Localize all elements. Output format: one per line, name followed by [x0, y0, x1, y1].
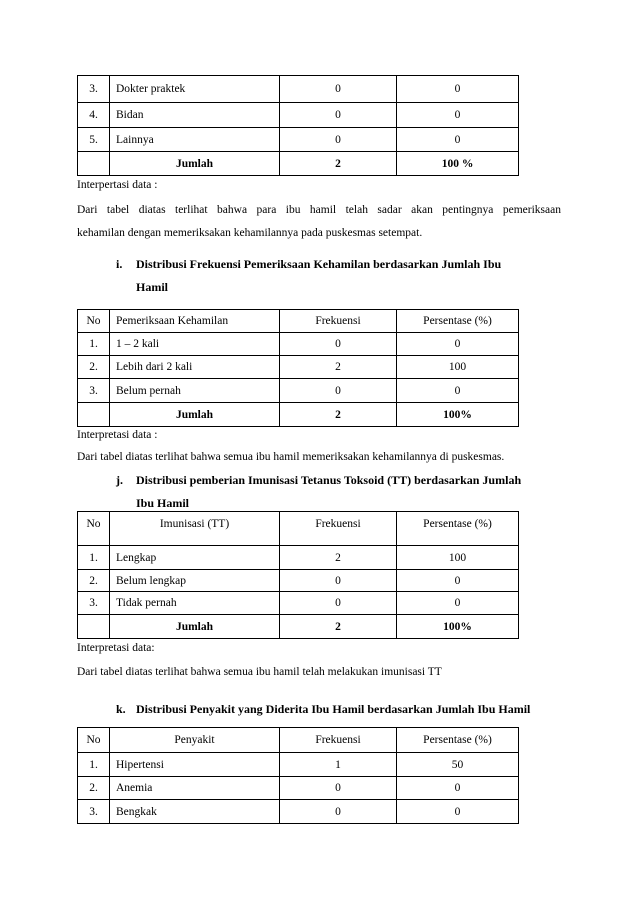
interpretation-title: Interpertasi data : — [77, 179, 158, 191]
table-row — [78, 777, 519, 800]
cell-label: Hipertensi — [110, 753, 280, 777]
section-letter: j. — [116, 473, 123, 487]
interpretation-line: Dari tabel diatas terlihat bahwa semua ibu hamil telah melakukan imunisasi TT — [77, 666, 442, 678]
cell-pct: 100 — [397, 546, 519, 570]
cell-label: Bidan — [110, 103, 280, 128]
table-header-row — [78, 310, 519, 333]
cell-freq: 0 — [280, 570, 397, 592]
section-title: Distribusi Penyakit yang Diderita Ibu Hamil berdasarkan Jumlah Ibu Hamil — [136, 702, 531, 716]
table-row — [78, 103, 519, 128]
cell-no: 4. — [78, 103, 110, 128]
cell-no: 2. — [78, 570, 110, 592]
cell-freq: 0 — [280, 777, 397, 800]
table-row — [78, 76, 519, 103]
cell-no: 3. — [78, 592, 110, 615]
cell-empty — [78, 152, 110, 176]
cell-no: 1. — [78, 753, 110, 777]
cell-label: Lengkap — [110, 546, 280, 570]
interpretation-title: Interpretasi data: — [77, 642, 155, 654]
interpretation-line: Dari tabel diatas terlihat bahwa semua ibu hamil memeriksakan kehamilannya di puskesmas. — [77, 451, 505, 463]
section-letter: k. — [116, 702, 126, 716]
cell-label: Lebih dari 2 kali — [110, 356, 280, 379]
cell-no: 1. — [78, 333, 110, 356]
cell-freq: 0 — [280, 333, 397, 356]
header-freq: Frekuensi — [280, 728, 397, 753]
cell-no: 3. — [78, 800, 110, 824]
cell-total-pct: 100 % — [397, 152, 519, 176]
header-no: No — [78, 310, 110, 333]
cell-total-label: Jumlah — [110, 615, 280, 639]
section-heading — [116, 702, 530, 717]
header-no: No — [78, 512, 110, 546]
section-title-continued: Hamil — [136, 280, 168, 294]
cell-pct: 0 — [397, 379, 519, 403]
header-label: Imunisasi (TT) — [110, 512, 280, 546]
section-heading — [116, 473, 521, 488]
cell-no: 3. — [78, 379, 110, 403]
cell-empty — [78, 615, 110, 639]
cell-freq: 2 — [280, 546, 397, 570]
table-row — [78, 570, 519, 592]
table-j — [77, 511, 519, 639]
cell-no: 5. — [78, 128, 110, 152]
cell-pct: 0 — [397, 592, 519, 615]
cell-no: 1. — [78, 546, 110, 570]
cell-freq: 2 — [280, 356, 397, 379]
table-h — [77, 75, 519, 176]
cell-pct: 0 — [397, 128, 519, 152]
cell-pct: 0 — [397, 777, 519, 800]
cell-no: 2. — [78, 777, 110, 800]
table-total-row — [78, 403, 519, 427]
header-pct: Persentase (%) — [397, 310, 519, 333]
interpretation-title: Interpretasi data : — [77, 429, 158, 441]
cell-freq: 1 — [280, 753, 397, 777]
table-total-row — [78, 615, 519, 639]
table-row — [78, 333, 519, 356]
cell-label: Lainnya — [110, 128, 280, 152]
cell-freq: 0 — [280, 128, 397, 152]
cell-total-freq: 2 — [280, 403, 397, 427]
cell-no: 3. — [78, 76, 110, 103]
cell-total-label: Jumlah — [110, 152, 280, 176]
cell-label: Anemia — [110, 777, 280, 800]
cell-pct: 100 — [397, 356, 519, 379]
cell-pct: 0 — [397, 800, 519, 824]
cell-total-pct: 100% — [397, 403, 519, 427]
table-row — [78, 592, 519, 615]
cell-label: Belum lengkap — [110, 570, 280, 592]
section-heading — [116, 257, 501, 272]
cell-total-freq: 2 — [280, 615, 397, 639]
table-row — [78, 128, 519, 152]
header-label: Pemeriksaan Kehamilan — [110, 310, 280, 333]
cell-freq: 0 — [280, 592, 397, 615]
cell-label: Bengkak — [110, 800, 280, 824]
table-row — [78, 753, 519, 777]
header-freq: Frekuensi — [280, 512, 397, 546]
table-row — [78, 800, 519, 824]
header-no: No — [78, 728, 110, 753]
cell-label: Tidak pernah — [110, 592, 280, 615]
section-title: Distribusi pemberian Imunisasi Tetanus Toksoid (TT) berdasarkan Jumlah — [136, 473, 522, 487]
cell-freq: 0 — [280, 800, 397, 824]
section-title: Distribusi Frekuensi Pemeriksaan Kehamilan berdasarkan Jumlah Ibu — [136, 257, 502, 271]
cell-freq: 0 — [280, 379, 397, 403]
section-title-continued: Ibu Hamil — [136, 496, 190, 510]
table-row — [78, 356, 519, 379]
cell-pct: 0 — [397, 570, 519, 592]
cell-pct: 50 — [397, 753, 519, 777]
header-pct: Persentase (%) — [397, 512, 519, 546]
cell-empty — [78, 403, 110, 427]
interpretation-line: kehamilan dengan memeriksakan kehamilannya pada puskesmas setempat. — [77, 227, 423, 239]
cell-label: 1 – 2 kali — [110, 333, 280, 356]
cell-pct: 0 — [397, 76, 519, 103]
header-pct: Persentase (%) — [397, 728, 519, 753]
section-letter: i. — [116, 257, 123, 271]
cell-label: Dokter praktek — [110, 76, 280, 103]
cell-total-pct: 100% — [397, 615, 519, 639]
cell-pct: 0 — [397, 333, 519, 356]
table-header-row — [78, 728, 519, 753]
table-row — [78, 546, 519, 570]
header-label: Penyakit — [110, 728, 280, 753]
header-freq: Frekuensi — [280, 310, 397, 333]
table-i — [77, 309, 519, 427]
table-k — [77, 727, 519, 824]
cell-no: 2. — [78, 356, 110, 379]
interpretation-line: Dari tabel diatas terlihat bahwa para ibu hamil telah sadar akan pentingnya pemeriksaan — [77, 204, 561, 216]
cell-total-label: Jumlah — [110, 403, 280, 427]
table-header-row — [78, 512, 519, 546]
cell-total-freq: 2 — [280, 152, 397, 176]
cell-label: Belum pernah — [110, 379, 280, 403]
cell-pct: 0 — [397, 103, 519, 128]
table-row — [78, 379, 519, 403]
table-total-row — [78, 152, 519, 176]
cell-freq: 0 — [280, 103, 397, 128]
cell-freq: 0 — [280, 76, 397, 103]
